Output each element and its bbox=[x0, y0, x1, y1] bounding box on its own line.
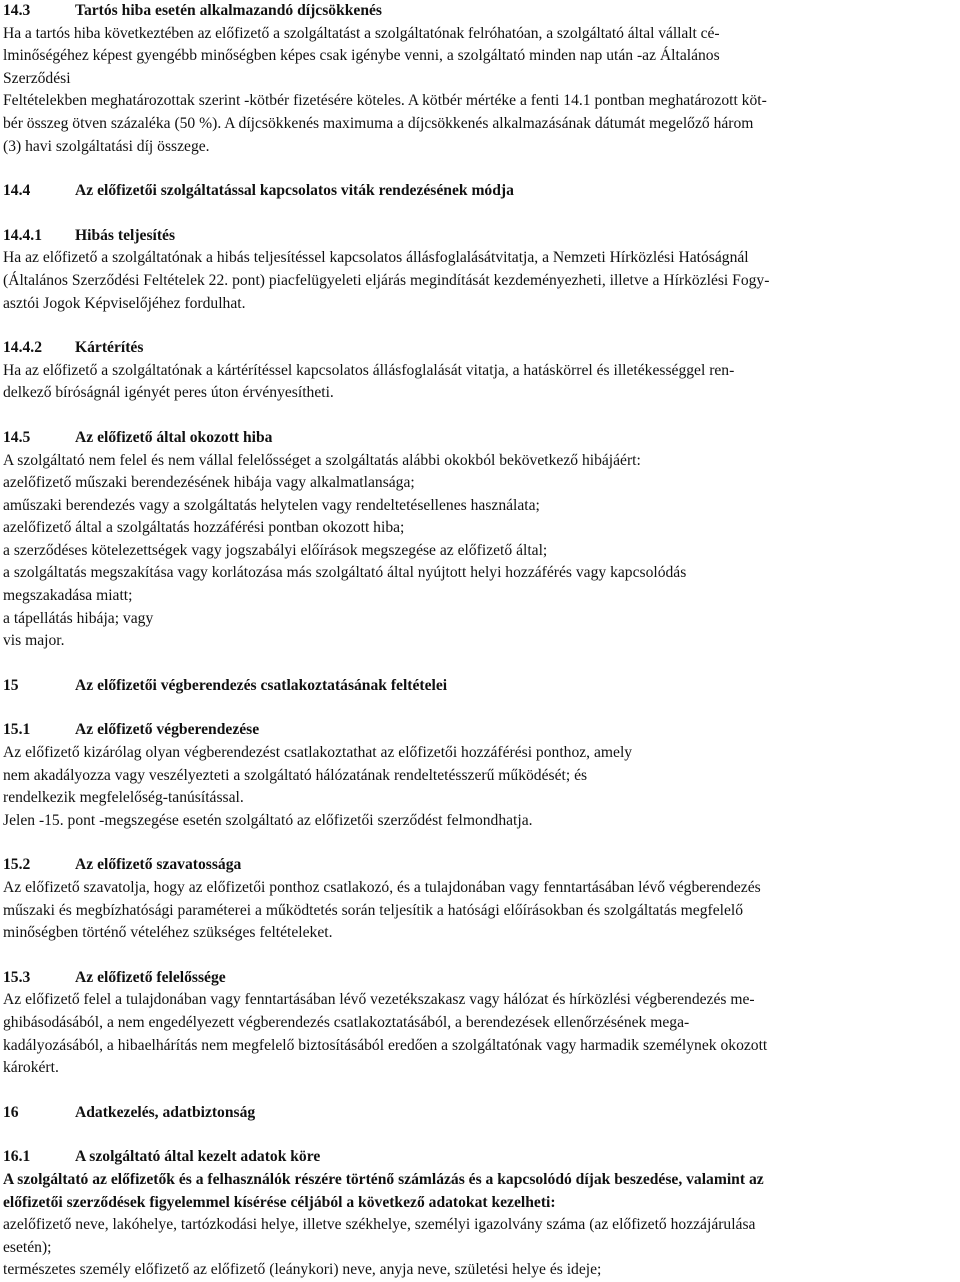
list-item: természetes személy előfizető az előfizető (leánykori) neve, anyja neve, születési helye és ideje; bbox=[3, 1261, 602, 1279]
section-16-heading bbox=[3, 1102, 957, 1125]
section-title: A szolgáltató által kezelt adatok köre bbox=[75, 1148, 321, 1166]
body-line: bér összeg ötven százaléka (50 %). A díjcsökkenés maximuma a díjcsökkenés alkalmazásának dátumát megelőző három bbox=[3, 114, 754, 132]
body-line: Feltételekben meghatározottak szerint -kötbér fizetésére köteles. A kötbér mértéke a fenti 14.1 pontban meghatározott köt- bbox=[3, 92, 767, 110]
list-item: aműszaki berendezés vagy a szolgáltatás helytelen vagy rendeltetésellenes használata; bbox=[3, 496, 540, 514]
section-14-4-1-body bbox=[3, 247, 957, 315]
section-15-3-body bbox=[3, 989, 957, 1079]
spacer bbox=[3, 1080, 957, 1102]
body-line: (Általános Szerződési Feltételek 22. pont) piacfelügyeleti eljárás megindítását kezdeményezheti, illetve a Hírközlési Fogy- bbox=[3, 271, 770, 289]
section-number: 14.5 bbox=[3, 428, 31, 446]
body-line: Az előfizető kizárólag olyan végberendezést csatlakoztathat az előfizetői hozzáférési ponthoz, amely bbox=[3, 744, 633, 762]
section-number: 14.4 bbox=[3, 182, 31, 200]
spacer bbox=[3, 158, 957, 180]
section-title: Adatkezelés, adatbiztonság bbox=[75, 1103, 256, 1121]
body-line: Ha az előfizető a szolgáltatónak a hibás teljesítéssel kapcsolatos állásfoglalásátvitatja, a Nemzeti Hírközlési Hatóságnál bbox=[3, 249, 749, 267]
body-line: Ha a tartós hiba következtében az előfizető a szolgáltatást a szolgáltatónak felróhatóan, a szolgáltató által vállalt cé- bbox=[3, 24, 720, 42]
section-title: Kártérítés bbox=[75, 339, 144, 357]
body-line: (3) havi szolgáltatási díj összege. bbox=[3, 137, 210, 155]
section-number: 16.1 bbox=[3, 1148, 31, 1166]
section-14-5-body bbox=[3, 450, 957, 653]
section-14-5-heading bbox=[3, 427, 957, 450]
section-15-2-body bbox=[3, 877, 957, 945]
body-line: nem akadályozza vagy veszélyezteti a szolgáltató hálózatának rendeltetésszerű működését; és bbox=[3, 766, 588, 784]
body-line: A szolgáltató nem felel és nem vállal felelősséget a szolgáltatás alábbi okokból bekövetkező hibájáért: bbox=[3, 451, 641, 469]
section-title: Hibás teljesítés bbox=[75, 226, 176, 244]
body-line: Ha az előfizető a szolgáltatónak a kártérítéssel kapcsolatos állásfoglalását vitatja, a hatáskörrel és illetékességgel ren- bbox=[3, 361, 735, 379]
section-number: 14.3 bbox=[3, 2, 31, 19]
section-number: 14.4.1 bbox=[3, 226, 42, 244]
body-line: Az előfizető felel a tulajdonában vagy fenntartásában lévő vezetékszakasz vagy hálózat és hírközlési végberendezés me- bbox=[3, 991, 755, 1009]
list-item: esetén); bbox=[3, 1238, 52, 1256]
section-14-3-heading bbox=[3, 0, 957, 23]
section-14-3-body bbox=[3, 23, 957, 159]
spacer bbox=[3, 697, 957, 719]
body-line: minőségben történő vételéhez szükséges feltételeket. bbox=[3, 924, 333, 942]
section-16-1-body bbox=[3, 1169, 957, 1282]
section-14-4-2-heading bbox=[3, 337, 957, 360]
spacer bbox=[3, 653, 957, 675]
list-item: a szerződéses kötelezettségek vagy jogszabályi előírások megszegése az előfizető által; bbox=[3, 541, 548, 559]
section-15-heading bbox=[3, 675, 957, 698]
section-title: Tartós hiba esetén alkalmazandó díjcsökkenés bbox=[75, 2, 383, 19]
section-number: 15 bbox=[3, 676, 19, 694]
list-item: a szolgáltatás megszakítása vagy korlátozása más szolgáltató által nyújtott helyi hozzáférés vagy kapcsolódás bbox=[3, 564, 687, 582]
bold-body-line: A szolgáltató az előfizetők és a felhasználók részére történő számlázás és a kapcsolódó díjak beszedése, valamint az bbox=[3, 1170, 764, 1188]
list-item: azelőfizető neve, lakóhelye, tartózkodási helye, illetve székhelye, személyi igazolvány száma (az előfizető hozzájárulása bbox=[3, 1216, 756, 1234]
section-number: 15.3 bbox=[3, 968, 31, 986]
section-title: Az előfizetői végberendezés csatlakoztatásának feltételei bbox=[75, 676, 448, 694]
list-item: vis major. bbox=[3, 632, 65, 650]
section-14-4-1-heading bbox=[3, 225, 957, 248]
body-line: Az előfizető szavatolja, hogy az előfizetői ponthoz csatlakozó, és a tulajdonában vagy fenntartásában lévő végberendezés bbox=[3, 879, 761, 896]
section-number: 15.2 bbox=[3, 856, 31, 874]
spacer bbox=[3, 405, 957, 427]
section-15-1-heading bbox=[3, 719, 957, 742]
section-number: 15.1 bbox=[3, 721, 31, 739]
section-14-4-2-body bbox=[3, 360, 957, 405]
section-title: Az előfizetői szolgáltatással kapcsolatos viták rendezésének módja bbox=[75, 182, 514, 200]
list-item: azelőfizető műszaki berendezésének hibája vagy alkalmatlansága; bbox=[3, 474, 415, 492]
spacer bbox=[3, 945, 957, 967]
spacer bbox=[3, 832, 957, 854]
body-line: rendelkezik megfelelőség-tanúsítással. bbox=[3, 789, 244, 807]
body-line: lminőségéhez képest gyengébb minőségben képes csak igénybe venni, a szolgáltató minden nap után -az Általános bbox=[3, 47, 720, 65]
section-title: Az előfizető által okozott hiba bbox=[75, 428, 273, 446]
section-title: Az előfizető végberendezése bbox=[75, 721, 260, 739]
section-14-4-heading bbox=[3, 180, 957, 203]
section-number: 16 bbox=[3, 1103, 19, 1121]
section-title: Az előfizető felelőssége bbox=[75, 968, 226, 986]
body-line: kadályozásából, a hibaelhárítás nem megfelelő biztosításából eredően a szolgáltatónak vagy harmadik személynek okozott bbox=[3, 1036, 768, 1054]
section-15-2-heading bbox=[3, 854, 957, 877]
body-line: műszaki és megbízhatósági paraméterei a működtetés során teljesítik a hatósági előírásokban és szolgáltatás megfelelő bbox=[3, 901, 744, 919]
bold-body-line: előfizetői szerződések figyelemmel kísérése céljából a következő adatokat kezelheti: bbox=[3, 1193, 556, 1211]
body-line: Jelen -15. pont -megszegése esetén szolgáltató az előfizetői szerződést felmondhatja. bbox=[3, 811, 533, 829]
body-line: delkező bíróságnál igényét peres úton érvényesítheti. bbox=[3, 384, 334, 402]
body-line: károkért. bbox=[3, 1059, 59, 1077]
section-title: Az előfizető szavatossága bbox=[75, 856, 242, 874]
section-15-3-heading bbox=[3, 967, 957, 990]
section-16-1-heading bbox=[3, 1146, 957, 1169]
list-item: megszakadása miatt; bbox=[3, 587, 133, 605]
spacer bbox=[3, 315, 957, 337]
body-line: ghibásodásából, a nem engedélyezett végberendezés csatlakoztatásából, a berendezések ellenőrzésének mega- bbox=[3, 1013, 690, 1031]
spacer bbox=[3, 1124, 957, 1146]
body-line: Szerződési bbox=[3, 69, 71, 87]
spacer bbox=[3, 203, 957, 225]
section-15-1-body bbox=[3, 742, 957, 832]
list-item: a tápellátás hibája; vagy bbox=[3, 609, 154, 627]
list-item: azelőfizető által a szolgáltatás hozzáférési pontban okozott hiba; bbox=[3, 519, 405, 537]
section-number: 14.4.2 bbox=[3, 339, 42, 357]
body-line: asztói Jogok Képviselőjéhez fordulhat. bbox=[3, 294, 246, 312]
